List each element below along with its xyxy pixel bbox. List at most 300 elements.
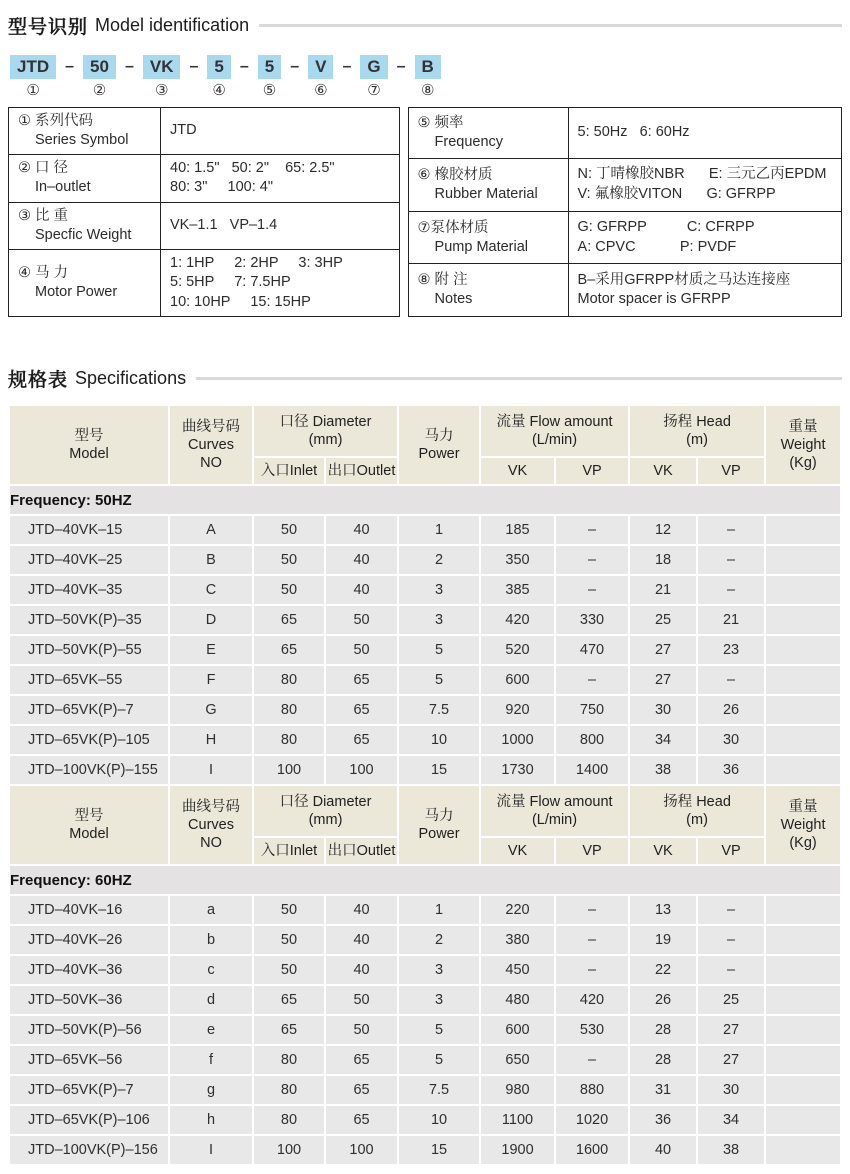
header-line: 曲线号码 (182, 799, 240, 815)
cell-curve: b (170, 926, 252, 954)
cell-model: JTD–50VK(P)–35 (10, 606, 168, 634)
cell-power: 10 (399, 726, 479, 754)
cell-flow-vp: – (556, 666, 628, 694)
cell-curve: H (170, 726, 252, 754)
header-line: 口径 Diameter (279, 414, 372, 431)
cell-inlet: 80 (254, 1106, 324, 1134)
header-line: (mm) (308, 432, 343, 449)
header-line: (m) (686, 812, 708, 829)
code-separator: – (396, 58, 406, 75)
legend-row (9, 202, 400, 249)
legend-label-en: Motor Power (35, 283, 118, 300)
header-line: (L/min) (531, 432, 578, 449)
col-header-diameter (254, 406, 397, 456)
cell-inlet: 50 (254, 546, 324, 574)
cell-power: 2 (399, 926, 479, 954)
cell-curve: f (170, 1046, 252, 1074)
cell-power: 7.5 (399, 696, 479, 724)
cell-outlet: 40 (326, 956, 397, 984)
cell-flow-vk: 600 (481, 1016, 554, 1044)
legend-row (408, 159, 841, 212)
title-rule (196, 377, 842, 380)
cell-head-vk: 28 (630, 1046, 696, 1074)
model-code-segment (258, 55, 281, 99)
cell-model: JTD–65VK(P)–105 (10, 726, 168, 754)
legend-value-cell (161, 108, 400, 155)
frequency-band-row (10, 486, 840, 514)
cell-head-vp: 27 (698, 1016, 764, 1044)
frequency-band-label: Frequency: 60HZ (10, 866, 840, 894)
legend-label-zh: ② 口 径 (18, 160, 69, 177)
frequency-band-row (10, 866, 840, 894)
col-header-weight (766, 786, 840, 864)
cell-inlet: 80 (254, 666, 324, 694)
cell-head-vp: 25 (698, 986, 764, 1014)
cell-flow-vp: – (556, 1046, 628, 1074)
cell-head-vk: 18 (630, 546, 696, 574)
legend-value-line: A: CPVC P: PVDF (577, 238, 737, 255)
table-row (10, 696, 840, 724)
col-header-head-vk (630, 838, 696, 864)
cell-weight (766, 666, 840, 694)
legend-value-cell (568, 211, 841, 264)
cell-weight (766, 926, 840, 954)
cell-flow-vk: 600 (481, 666, 554, 694)
code-separator: – (342, 58, 352, 75)
header-line: 型号 (74, 428, 104, 445)
cell-inlet: 100 (254, 756, 324, 784)
cell-inlet: 50 (254, 956, 324, 984)
col-header-head (630, 786, 764, 836)
legend-value-line: N: 丁晴橡胶NBR E: 三元乙丙EPDM (577, 166, 827, 183)
legend-label-en: Rubber Material (434, 185, 538, 202)
header-line: (Kg) (789, 835, 817, 852)
cell-weight (766, 636, 840, 664)
cell-curve: E (170, 636, 252, 664)
code-legend-tables (8, 107, 842, 317)
cell-curve: d (170, 986, 252, 1014)
cell-power: 15 (399, 1136, 479, 1164)
cell-head-vp: 27 (698, 1046, 764, 1074)
cell-weight (766, 606, 840, 634)
legend-label-zh: ③ 比 重 (18, 207, 69, 224)
cell-inlet: 80 (254, 726, 324, 754)
cell-model: JTD–65VK(P)–7 (10, 696, 168, 724)
legend-value-cell (161, 154, 400, 202)
code-index-badge: ⑧ (420, 82, 435, 99)
cell-head-vp: – (698, 576, 764, 604)
cell-head-vp: – (698, 896, 764, 924)
header-line: 重量 (788, 799, 818, 815)
header-line: VK (653, 843, 673, 860)
cell-weight (766, 576, 840, 604)
cell-model: JTD–100VK(P)–156 (10, 1136, 168, 1164)
legend-row (9, 154, 400, 202)
model-code-segment (308, 55, 333, 99)
cell-outlet: 65 (326, 1076, 397, 1104)
header-line: 马力 (424, 808, 454, 825)
cell-head-vp: 34 (698, 1106, 764, 1134)
cell-head-vp: – (698, 956, 764, 984)
code-chip: 5 (258, 55, 281, 79)
cell-model: JTD–40VK–16 (10, 896, 168, 924)
table-row (10, 756, 840, 784)
cell-flow-vk: 385 (481, 576, 554, 604)
header-line: Power (418, 446, 460, 463)
cell-power: 2 (399, 546, 479, 574)
col-header-flow-vp (556, 838, 628, 864)
cell-model: JTD–40VK–15 (10, 516, 168, 544)
cell-head-vp: – (698, 926, 764, 954)
cell-head-vk: 31 (630, 1076, 696, 1104)
table-row (10, 726, 840, 754)
cell-outlet: 50 (326, 1016, 397, 1044)
legend-value-line: 5: 50Hz 6: 60Hz (577, 124, 690, 141)
cell-weight (766, 516, 840, 544)
cell-weight (766, 696, 840, 724)
cell-curve: G (170, 696, 252, 724)
cell-head-vp: 36 (698, 756, 764, 784)
cell-inlet: 65 (254, 606, 324, 634)
cell-flow-vk: 520 (481, 636, 554, 664)
cell-curve: c (170, 956, 252, 984)
cell-model: JTD–50VK(P)–56 (10, 1016, 168, 1044)
legend-value-line: 80: 3" 100: 4" (170, 179, 274, 196)
model-code-line (10, 55, 842, 99)
cell-model: JTD–65VK–55 (10, 666, 168, 694)
code-legend-left-table (8, 107, 400, 317)
cell-outlet: 100 (326, 1136, 397, 1164)
table-row (10, 546, 840, 574)
col-header-head (630, 406, 764, 456)
cell-inlet: 50 (254, 516, 324, 544)
title-rule (259, 24, 842, 27)
legend-value-line: Motor spacer is GFRPP (577, 291, 731, 308)
legend-value-line: 5: 5HP 7: 7.5HP (170, 274, 291, 291)
cell-flow-vp: 880 (556, 1076, 628, 1104)
header-line: 出口Outlet (327, 463, 396, 480)
header-line: Weight (780, 437, 826, 454)
col-header-power (399, 786, 479, 864)
cell-weight (766, 546, 840, 574)
cell-curve: I (170, 1136, 252, 1164)
cell-curve: D (170, 606, 252, 634)
cell-weight (766, 1076, 840, 1104)
cell-head-vk: 40 (630, 1136, 696, 1164)
legend-label-cell (9, 154, 161, 202)
cell-weight (766, 1136, 840, 1164)
title-en: Model identification (95, 15, 250, 35)
cell-curve: C (170, 576, 252, 604)
cell-flow-vk: 420 (481, 606, 554, 634)
col-header-weight (766, 406, 840, 484)
model-code-segment (83, 55, 116, 99)
cell-weight (766, 1046, 840, 1074)
cell-power: 1 (399, 896, 479, 924)
header-line: VP (721, 463, 741, 480)
legend-row (408, 264, 841, 317)
col-header-outlet (326, 458, 397, 484)
header-line: VP (582, 463, 602, 480)
cell-weight (766, 1106, 840, 1134)
legend-label-zh: ⑤ 频率 (417, 115, 464, 132)
table-row (10, 516, 840, 544)
header-line: Curves (188, 437, 234, 454)
cell-head-vp: – (698, 516, 764, 544)
cell-head-vk: 38 (630, 756, 696, 784)
col-header-curves (170, 786, 252, 864)
code-separator: – (290, 58, 300, 75)
header-line: 马力 (424, 428, 454, 445)
cell-model: JTD–65VK(P)–7 (10, 1076, 168, 1104)
cell-flow-vp: – (556, 956, 628, 984)
cell-weight (766, 756, 840, 784)
cell-outlet: 50 (326, 986, 397, 1014)
legend-label-cell (408, 264, 568, 317)
model-code-segment (415, 55, 441, 99)
legend-value-line: VK–1.1 VP–1.4 (170, 216, 278, 233)
legend-label-en: In–outlet (35, 179, 91, 196)
code-chip: B (415, 55, 441, 79)
header-line: Model (69, 446, 109, 463)
cell-flow-vk: 220 (481, 896, 554, 924)
col-header-curves (170, 406, 252, 484)
specifications-table (8, 404, 842, 1166)
cell-outlet: 100 (326, 756, 397, 784)
cell-flow-vp: 1020 (556, 1106, 628, 1134)
legend-value-cell (161, 249, 400, 317)
legend-row (408, 108, 841, 159)
cell-flow-vk: 980 (481, 1076, 554, 1104)
code-chip: G (360, 55, 387, 79)
cell-curve: F (170, 666, 252, 694)
col-header-flow (481, 786, 628, 836)
legend-label-zh: ⑧ 附 注 (417, 272, 468, 289)
cell-power: 5 (399, 1046, 479, 1074)
cell-model: JTD–100VK(P)–155 (10, 756, 168, 784)
col-header-flow (481, 406, 628, 456)
header-line: (L/min) (531, 812, 578, 829)
col-header-diameter (254, 786, 397, 836)
legend-label-en: Frequency (434, 134, 504, 151)
header-line: NO (200, 835, 222, 852)
legend-label-cell (408, 108, 568, 159)
legend-label-cell (9, 249, 161, 317)
cell-model: JTD–65VK(P)–106 (10, 1106, 168, 1134)
cell-flow-vp: 420 (556, 986, 628, 1014)
code-index-badge: ② (92, 82, 107, 99)
cell-flow-vp: 750 (556, 696, 628, 724)
cell-weight (766, 896, 840, 924)
cell-power: 3 (399, 986, 479, 1014)
code-index-badge: ① (26, 82, 40, 99)
cell-power: 10 (399, 1106, 479, 1134)
cell-curve: A (170, 516, 252, 544)
cell-power: 3 (399, 956, 479, 984)
cell-flow-vp: 800 (556, 726, 628, 754)
code-chip: VK (143, 55, 181, 79)
col-header-inlet (254, 838, 324, 864)
cell-model: JTD–40VK–26 (10, 926, 168, 954)
code-separator: – (124, 58, 134, 75)
cell-flow-vk: 1000 (481, 726, 554, 754)
cell-model: JTD–40VK–36 (10, 956, 168, 984)
table-row (10, 1076, 840, 1104)
cell-head-vp: – (698, 666, 764, 694)
header-line: VK (653, 463, 673, 480)
code-index-badge: ④ (212, 82, 226, 99)
legend-label-en: Notes (434, 291, 473, 308)
cell-head-vk: 13 (630, 896, 696, 924)
spec-header-row (10, 406, 840, 456)
cell-power: 3 (399, 576, 479, 604)
cell-head-vk: 30 (630, 696, 696, 724)
cell-power: 3 (399, 606, 479, 634)
cell-outlet: 40 (326, 516, 397, 544)
cell-head-vp: 21 (698, 606, 764, 634)
cell-head-vk: 22 (630, 956, 696, 984)
cell-inlet: 65 (254, 636, 324, 664)
header-line: 流量 Flow amount (496, 414, 613, 431)
cell-flow-vk: 185 (481, 516, 554, 544)
cell-flow-vk: 450 (481, 956, 554, 984)
cell-flow-vp: – (556, 516, 628, 544)
header-line: (mm) (308, 812, 343, 829)
legend-label-en: Pump Material (434, 238, 529, 255)
cell-curve: h (170, 1106, 252, 1134)
table-row (10, 606, 840, 634)
cell-outlet: 65 (326, 1106, 397, 1134)
cell-flow-vk: 650 (481, 1046, 554, 1074)
legend-label-zh: ⑦泵体材质 (417, 219, 489, 236)
cell-head-vk: 36 (630, 1106, 696, 1134)
legend-value-cell (568, 264, 841, 317)
cell-head-vk: 26 (630, 986, 696, 1014)
cell-inlet: 100 (254, 1136, 324, 1164)
table-row (10, 666, 840, 694)
header-line: VK (507, 463, 528, 480)
header-line: 型号 (74, 808, 104, 825)
header-line: 扬程 Head (663, 414, 731, 431)
legend-value-line: B–采用GFRPP材质之马达连接座 (577, 271, 791, 288)
cell-inlet: 80 (254, 1076, 324, 1104)
header-line: 流量 Flow amount (496, 794, 613, 811)
cell-outlet: 65 (326, 666, 397, 694)
col-header-model (10, 406, 168, 484)
cell-flow-vp: 530 (556, 1016, 628, 1044)
title-zh: 规格表 (8, 370, 69, 392)
col-header-inlet (254, 458, 324, 484)
cell-head-vk: 19 (630, 926, 696, 954)
model-code-segment (207, 55, 230, 99)
legend-value-line: JTD (170, 122, 197, 139)
header-line: VK (507, 843, 528, 860)
cell-flow-vp: 1400 (556, 756, 628, 784)
frequency-band-label: Frequency: 50HZ (10, 486, 840, 514)
specifications-section (8, 365, 842, 1166)
code-index-badge: ⑥ (314, 82, 328, 99)
header-line: 入口Inlet (260, 843, 318, 860)
header-line: 口径 Diameter (279, 794, 372, 811)
header-line: VP (582, 843, 602, 860)
cell-flow-vp: – (556, 926, 628, 954)
legend-label-cell (9, 202, 161, 249)
cell-curve: e (170, 1016, 252, 1044)
cell-head-vp: 26 (698, 696, 764, 724)
cell-head-vp: 23 (698, 636, 764, 664)
code-chip: 5 (207, 55, 230, 79)
spec-header-row (10, 786, 840, 836)
cell-head-vp: – (698, 546, 764, 574)
cell-weight (766, 986, 840, 1014)
code-separator: – (239, 58, 249, 75)
legend-value-line: G: GFRPP C: CFRPP (577, 219, 755, 236)
cell-head-vp: 30 (698, 1076, 764, 1104)
header-line: 扬程 Head (663, 794, 731, 811)
cell-inlet: 50 (254, 576, 324, 604)
cell-power: 5 (399, 636, 479, 664)
code-legend-right-table (408, 107, 842, 317)
cell-outlet: 65 (326, 1046, 397, 1074)
legend-value-line: 40: 1.5" 50: 2" 65: 2.5" (170, 159, 335, 176)
cell-flow-vk: 350 (481, 546, 554, 574)
cell-curve: B (170, 546, 252, 574)
cell-flow-vk: 1730 (481, 756, 554, 784)
table-row (10, 636, 840, 664)
table-row (10, 986, 840, 1014)
code-separator: – (65, 58, 75, 75)
legend-value-cell (161, 202, 400, 249)
legend-label-zh: ① 系列代码 (18, 113, 94, 129)
cell-weight (766, 1016, 840, 1044)
cell-head-vk: 12 (630, 516, 696, 544)
specifications-title (8, 365, 842, 392)
model-code-segment (10, 55, 56, 99)
header-line: (m) (686, 432, 708, 449)
cell-head-vp: 38 (698, 1136, 764, 1164)
cell-flow-vp: 470 (556, 636, 628, 664)
cell-flow-vp: 1600 (556, 1136, 628, 1164)
col-header-head-vp (698, 838, 764, 864)
col-header-head-vk (630, 458, 696, 484)
cell-weight (766, 956, 840, 984)
code-index-badge: ⑦ (367, 82, 381, 99)
table-row (10, 956, 840, 984)
legend-row (9, 108, 400, 155)
table-row (10, 926, 840, 954)
cell-head-vk: 27 (630, 666, 696, 694)
col-header-power (399, 406, 479, 484)
model-code-segment (143, 55, 181, 99)
cell-head-vk: 28 (630, 1016, 696, 1044)
table-row (10, 1046, 840, 1074)
header-line: (Kg) (789, 455, 817, 472)
code-index-badge: ③ (154, 82, 169, 99)
legend-row (9, 249, 400, 317)
legend-label-en: Series Symbol (35, 131, 129, 148)
legend-label-zh: ④ 马 力 (18, 265, 69, 281)
legend-label-cell (408, 211, 568, 264)
col-header-model (10, 786, 168, 864)
title-en: Specifications (75, 368, 187, 389)
legend-value-cell (568, 159, 841, 212)
legend-value-line: 1: 1HP 2: 2HP 3: 3HP (170, 254, 343, 271)
legend-row (408, 211, 841, 264)
cell-head-vk: 21 (630, 576, 696, 604)
cell-model: JTD–50VK(P)–55 (10, 636, 168, 664)
cell-flow-vk: 1900 (481, 1136, 554, 1164)
cell-inlet: 65 (254, 986, 324, 1014)
